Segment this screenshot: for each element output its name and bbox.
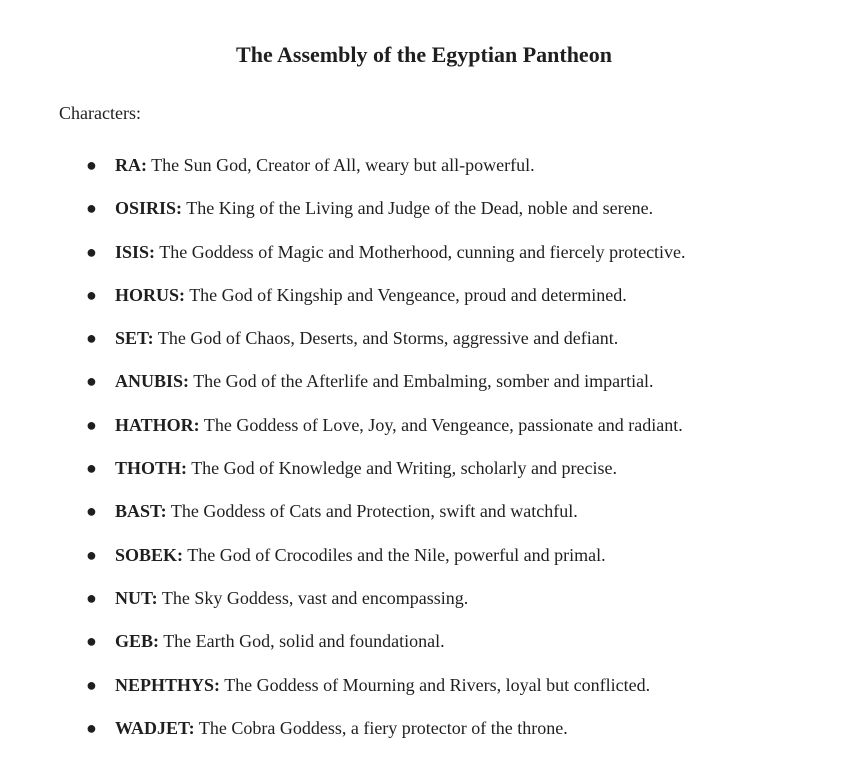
character-entry — [115, 715, 568, 741]
character-name: BAST: — [115, 501, 167, 522]
bullet-icon: ● — [86, 371, 97, 392]
character-name: SOBEK: — [115, 544, 184, 565]
bullet-icon: ● — [86, 544, 97, 565]
character-description: The Goddess of Magic and Motherhood, cunning and fiercely protective. — [155, 241, 686, 262]
character-name: OSIRIS: — [115, 198, 183, 219]
character-description: The God of Crocodiles and the Nile, powerful and primal. — [183, 544, 606, 565]
character-description: The God of the Afterlife and Embalming, somber and impartial. — [189, 371, 654, 392]
bullet-icon: ● — [86, 587, 97, 608]
character-name: RA: — [115, 155, 147, 175]
bullet-icon: ● — [86, 328, 97, 349]
characters-heading: Characters: — [59, 103, 141, 123]
character-name: SET: — [115, 328, 154, 349]
character-entry — [115, 325, 618, 351]
bullet-icon: ● — [86, 458, 97, 479]
character-name: ANUBIS: — [115, 371, 190, 392]
bullet-icon: ● — [86, 241, 97, 262]
character-entry — [115, 282, 627, 308]
character-entry — [115, 195, 653, 221]
bullet-icon: ● — [86, 198, 97, 219]
character-name: ISIS: — [115, 241, 156, 262]
bullet-icon: ● — [86, 501, 97, 522]
bullet-icon: ● — [86, 284, 97, 305]
character-entry — [115, 542, 606, 568]
character-description: The God of Knowledge and Writing, scholarly and precise. — [187, 458, 618, 479]
character-entry — [115, 628, 445, 654]
character-description: The Goddess of Cats and Protection, swift and watchful. — [166, 501, 578, 522]
character-name: THOTH: — [115, 458, 188, 479]
character-description: The King of the Living and Judge of the Dead, noble and serene. — [182, 198, 654, 219]
character-entry — [115, 152, 535, 178]
character-description: The Earth God, solid and foundational. — [159, 631, 445, 652]
character-entry — [115, 498, 578, 524]
character-description: The Goddess of Mourning and Rivers, loyal but conflicted. — [220, 674, 651, 695]
character-name: NEPHTHYS: — [115, 674, 221, 695]
bullet-icon: ● — [86, 674, 97, 695]
character-entry — [115, 412, 683, 438]
document-title: The Assembly of the Egyptian Pantheon — [236, 42, 612, 67]
bullet-icon: ● — [86, 155, 97, 175]
character-name: HORUS: — [115, 284, 186, 305]
bullet-icon: ● — [86, 717, 97, 738]
character-description: The Cobra Goddess, a fiery protector of the throne. — [194, 717, 568, 738]
character-entry — [115, 239, 686, 265]
bullet-icon: ● — [86, 414, 97, 435]
character-entry — [115, 455, 617, 481]
character-entry — [115, 672, 650, 698]
character-description: The Goddess of Love, Joy, and Vengeance, passionate and radiant. — [199, 414, 683, 435]
character-description: The God of Chaos, Deserts, and Storms, aggressive and defiant. — [153, 328, 619, 349]
character-entry — [115, 368, 654, 394]
character-entry — [115, 585, 468, 611]
bullet-icon: ● — [86, 631, 97, 652]
character-name: WADJET: — [115, 717, 195, 738]
character-description: The Sky Goddess, vast and encompassing. — [157, 587, 469, 608]
character-name: GEB: — [115, 631, 160, 652]
character-description: The Sun God, Creator of All, weary but all-powerful. — [147, 155, 535, 175]
character-name: NUT: — [115, 587, 158, 608]
character-description: The God of Kingship and Vengeance, proud and determined. — [185, 284, 627, 305]
character-name: HATHOR: — [115, 414, 200, 435]
